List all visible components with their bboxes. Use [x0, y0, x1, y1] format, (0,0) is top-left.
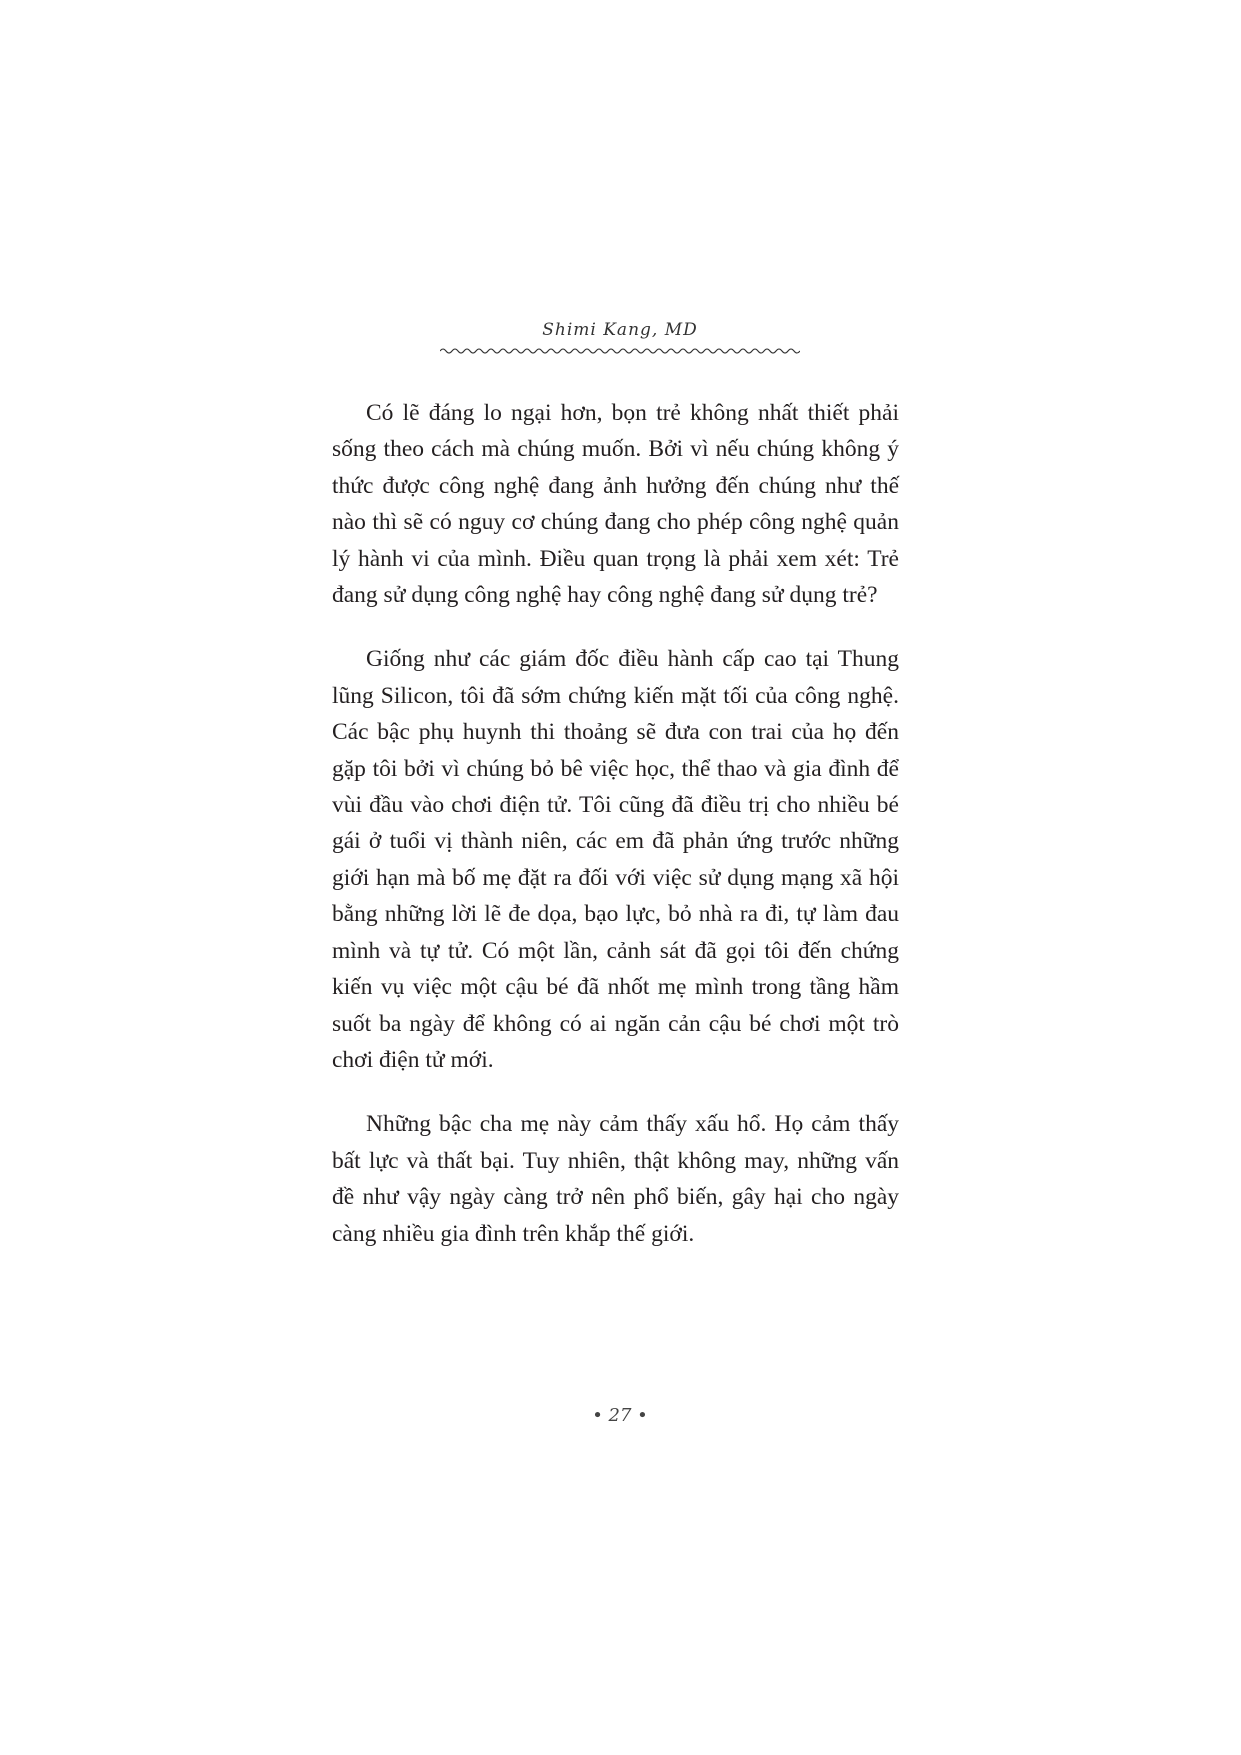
wavy-divider	[440, 346, 800, 356]
body-text	[332, 395, 899, 1280]
paragraph-1: Có lẽ đáng lo ngại hơn, bọn trẻ không nhất thiết phải sống theo cách mà chúng muốn. Bởi vì nếu chúng không ý thức được công nghệ đang ảnh hưởng đến chúng như thế nào thì sẽ có nguy cơ chúng đang cho phép công nghệ quản lý hành vi của mình. Điều quan trọng là phải xem xét: Trẻ đang sử dụng công nghệ hay công nghệ đang sử dụng trẻ?	[332, 400, 899, 609]
running-header	[440, 318, 800, 342]
running-head-author: Shimi Kang, MD	[542, 320, 698, 340]
page-number: • 27 •	[592, 1405, 648, 1426]
paragraph-3: Những bậc cha mẹ này cảm thấy xấu hổ. Họ cảm thấy bất lực và thất bại. Tuy nhiên, thật không may, những vấn đề như vậy ngày càng trở nên phổ biến, gây hại cho ngày càng nhiều gia đình trên khắp thế giới.	[332, 1111, 899, 1247]
paragraph-2: Giống như các giám đốc điều hành cấp cao tại Thung lũng Silicon, tôi đã sớm chứng kiến mặt tối của công nghệ. Các bậc phụ huynh thi thoảng sẽ đưa con trai của họ đến gặp tôi bởi vì chúng bỏ bê việc học, thể thao và gia đình để vùi đầu vào chơi điện tử. Tôi cũng đã điều trị cho nhiều bé gái ở tuổi vị thành niên, các em đã phản ứng trước những giới hạn mà bố mẹ đặt ra đối với việc sử dụng mạng xã hội bằng những lời lẽ đe dọa, bạo lực, bỏ nhà ra đi, tự làm đau mình và tự tử. Có một lần, cảnh sát đã gọi tôi đến chứng kiến vụ việc một cậu bé đã nhốt mẹ mình trong tầng hầm suốt ba ngày để không có ai ngăn cản cậu bé chơi một trò chơi điện tử mới.	[332, 646, 899, 1073]
